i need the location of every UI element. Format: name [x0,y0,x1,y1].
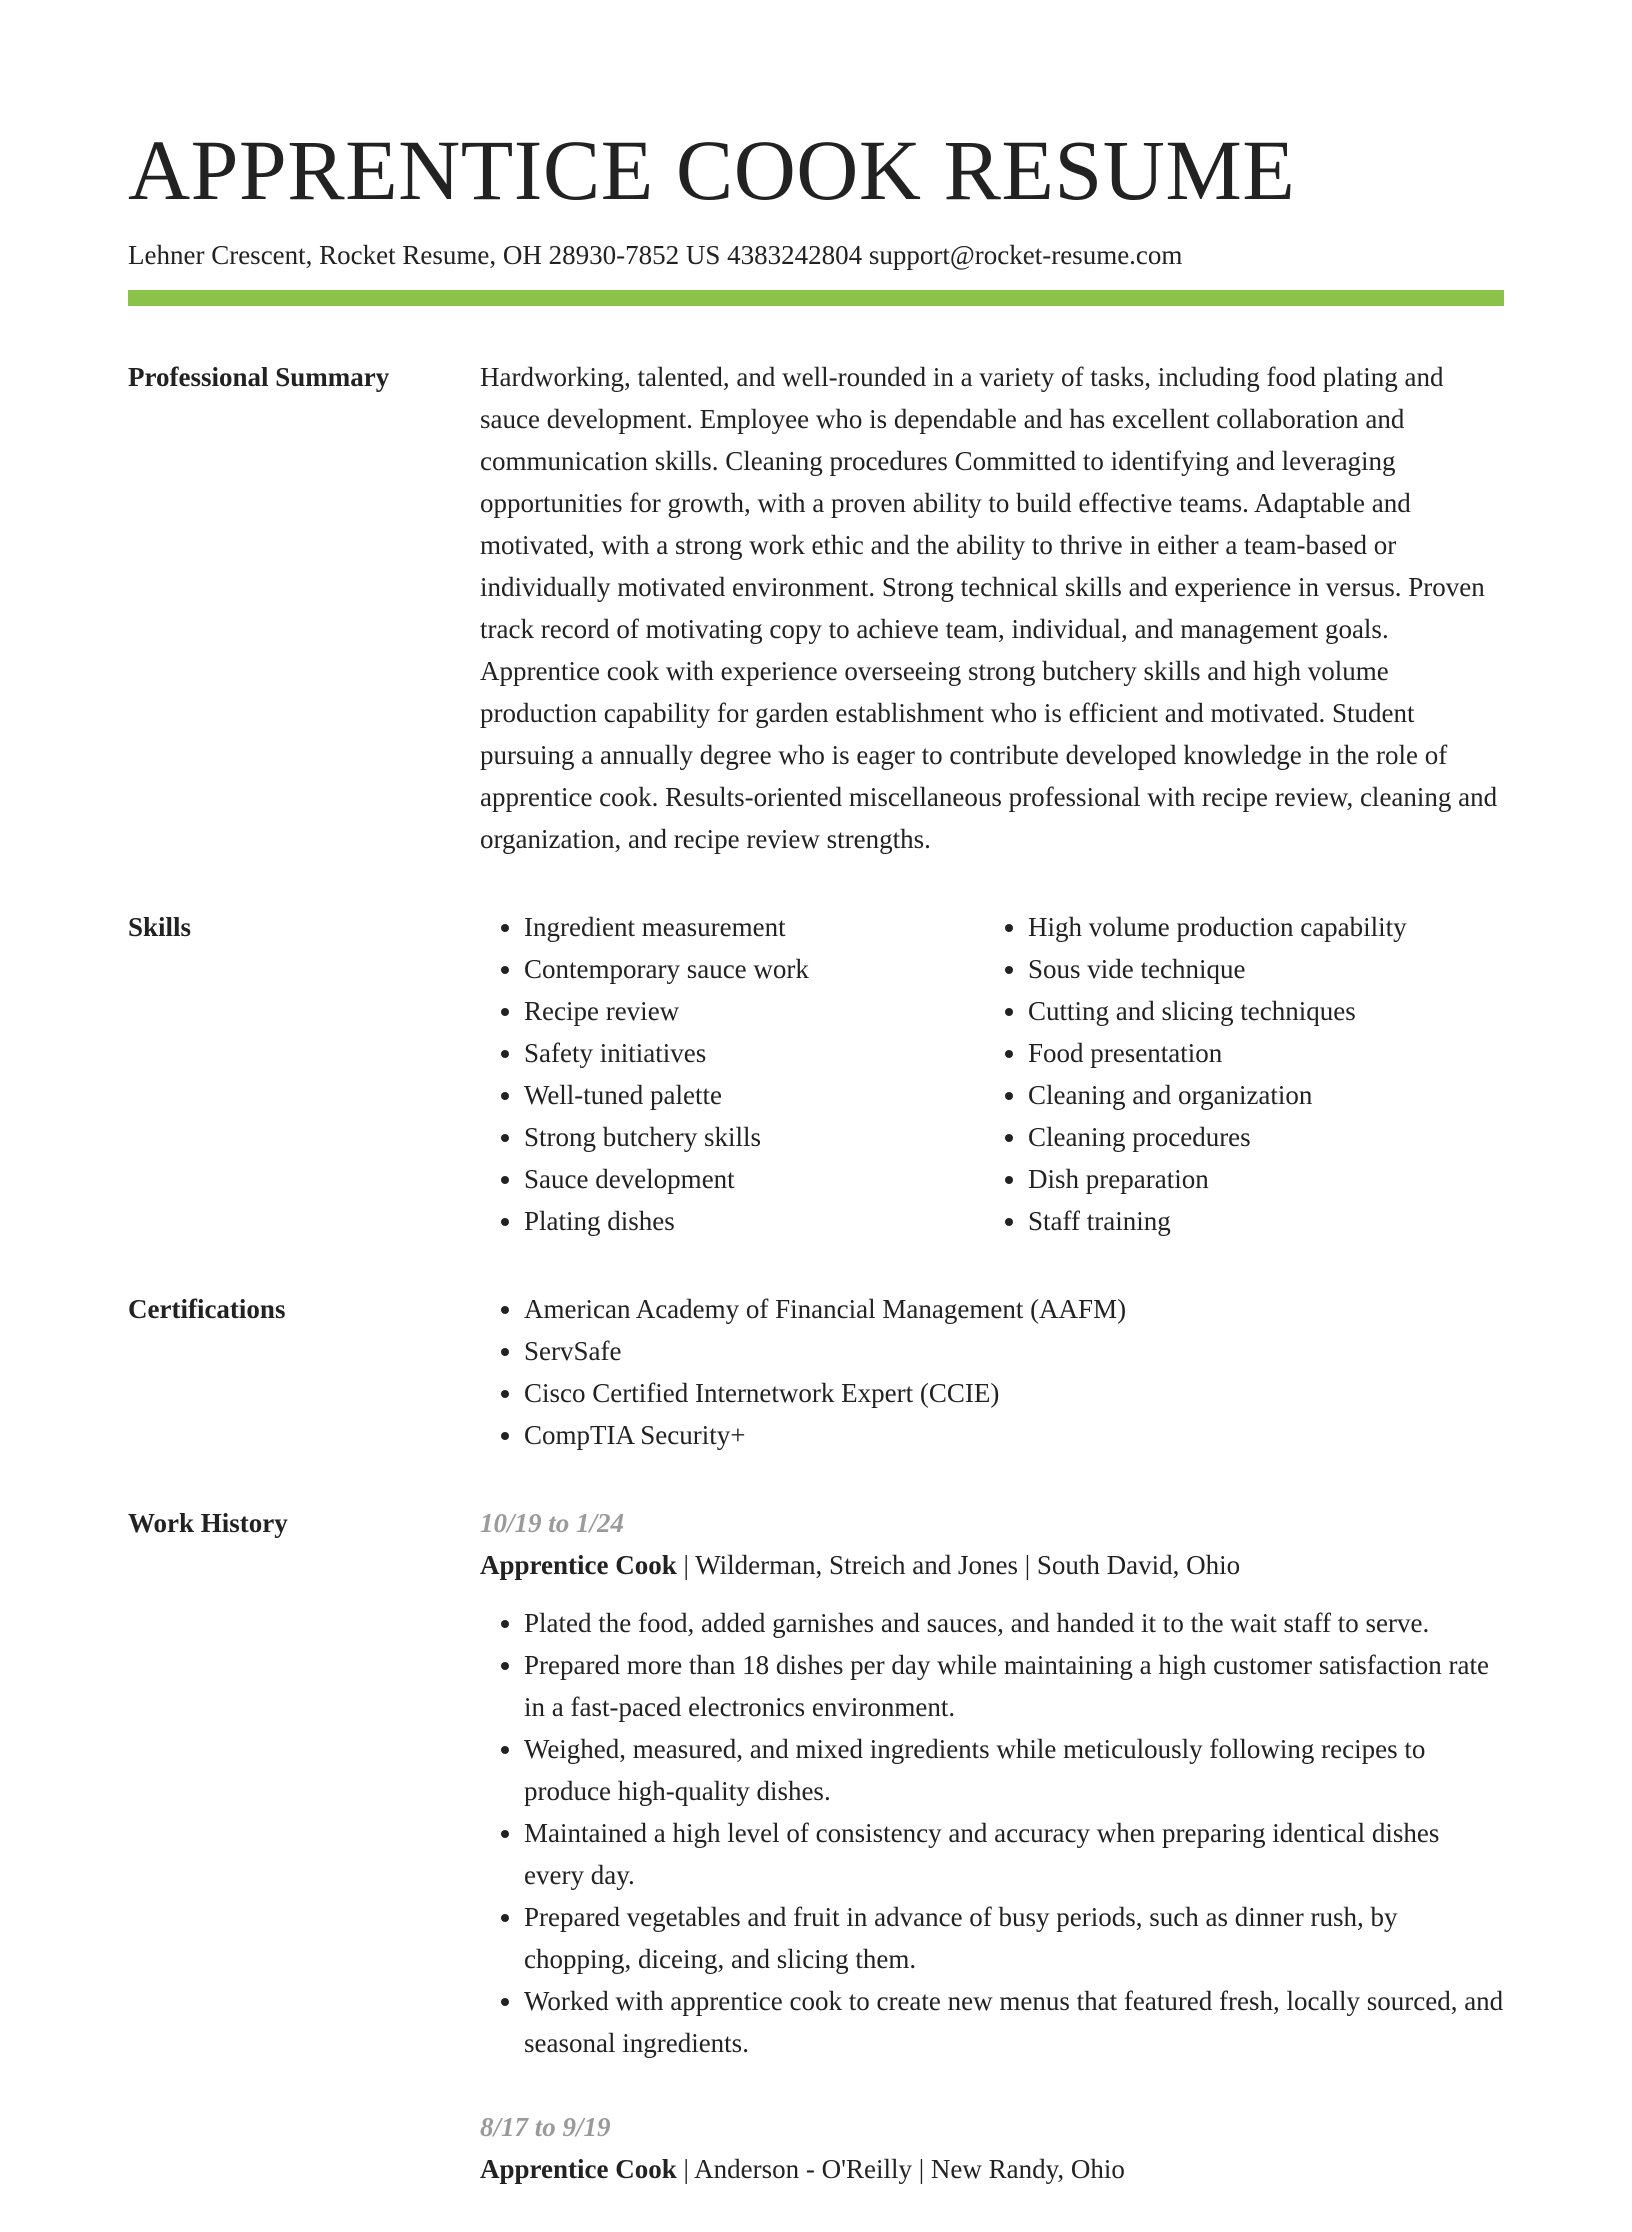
summary-body [480,356,1504,860]
certifications-list [480,1288,1504,1456]
job-heading [480,1544,1504,1586]
skills-body [480,906,1504,1242]
certifications-body [480,1288,1504,1456]
job-responsibilities [480,1602,1504,2064]
work-history-section [128,1502,1504,2232]
job-title: Apprentice Cook [480,1550,677,1580]
skills-columns [480,906,1504,1242]
responsibility-item: • Plated the food, added garnishes and sauces, and handed it to the wait staff to serve. [524,1602,1504,1644]
skills-heading: Skills [128,912,192,942]
skill-item: • Cutting and slicing techniques [1028,990,1488,1032]
responsibility-item: • Weighed, measured, and mixed ingredients while meticulously following recipes to produce high-quality dishes. [524,1728,1504,1812]
skills-list-right [984,906,1488,1242]
work-history-body [480,1502,1504,2232]
work-history-heading: Work History [128,1508,288,1538]
job-dates: 8/17 to 9/19 [480,2112,611,2142]
certifications-heading: Certifications [128,1294,286,1324]
skill-item: • Dish preparation [1028,1158,1488,1200]
certification-item: • American Academy of Financial Management (AAFM) [524,1288,1504,1330]
skill-item: • Strong butchery skills [524,1116,984,1158]
header-divider [128,290,1504,306]
resume-page [128,0,1504,2232]
skill-item: • Food presentation [1028,1032,1488,1074]
job-entry [480,2106,1504,2190]
skill-item: • Cleaning procedures [1028,1116,1488,1158]
certification-item: • ServSafe [524,1330,1504,1372]
summary-section [128,356,1504,860]
summary-text: Hardworking, talented, and well-rounded in a variety of tasks, including food plating and sauce development. Employee who is dependable and has excellent collaboration and communication skills. Cleaning procedures Committed to identifying and leveraging opportunities for growth, with a proven ability to build effective teams. Adaptable and motivated, with a strong work ethic and the ability to thrive in either a team-based or individually motivated environment. Strong technical skills and experience in versus. Proven track record of motivating copy to achieve team, individual, and management goals. Apprentice cook with experience overseeing strong butchery skills and high volume production capability for garden establishment who is efficient and motivated. Student pursuing a annually degree who is eager to contribute developed knowledge in the role of apprentice cook. Results-oriented miscellaneous professional with recipe review, cleaning and organization, and recipe review strengths. [480,362,1498,854]
skill-item: • High volume production capability [1028,906,1488,948]
job-dates: 10/19 to 1/24 [480,1508,625,1538]
skill-item: • Contemporary sauce work [524,948,984,990]
contact-phone: 4383242804 [727,240,863,270]
skill-item: • Safety initiatives [524,1032,984,1074]
certifications-section [128,1288,1504,1456]
responsibility-item: • Maintained a high level of consistency and accuracy when preparing identical dishes every day. [524,1812,1504,1896]
job-heading [480,2148,1504,2190]
job-title: Apprentice Cook [480,2154,677,2184]
certification-item: • CompTIA Security+ [524,1414,1504,1456]
skill-item: • Recipe review [524,990,984,1032]
skills-section [128,906,1504,1242]
certification-item: • Cisco Certified Internetwork Expert (CCIE) [524,1372,1504,1414]
summary-heading: Professional Summary [128,362,390,392]
skill-item: • Ingredient measurement [524,906,984,948]
skills-list-left [480,906,984,1242]
skill-item: • Plating dishes [524,1200,984,1242]
responsibility-item: • Worked with apprentice cook to create new menus that featured fresh, locally sourced, and seasonal ingredients. [524,1980,1504,2064]
skill-item: • Sauce development [524,1158,984,1200]
responsibility-item: • Prepared vegetables and fruit in advance of busy periods, such as dinner rush, by chopping, diceing, and slicing them. [524,1896,1504,1980]
skill-item: • Cleaning and organization [1028,1074,1488,1116]
contact-email: support@rocket-resume.com [868,240,1183,270]
job-entry [480,1502,1504,2064]
contact-address: Lehner Crescent, Rocket Resume, OH 28930-7852 US [128,240,721,270]
skill-item: • Sous vide technique [1028,948,1488,990]
responsibility-item: • Prepared more than 18 dishes per day while maintaining a high customer satisfaction rate in a fast-paced electronics environment. [524,1644,1504,1728]
skill-item: • Well-tuned palette [524,1074,984,1116]
job-employer-location: | Wilderman, Streich and Jones | South David, Ohio [676,1550,1241,1580]
job-employer-location: | Anderson - O'Reilly | New Randy, Ohio [676,2154,1125,2184]
contact-line [128,238,1504,272]
skill-item: • Staff training [1028,1200,1488,1242]
resume-title: APPRENTICE COOK RESUME [128,122,1296,218]
